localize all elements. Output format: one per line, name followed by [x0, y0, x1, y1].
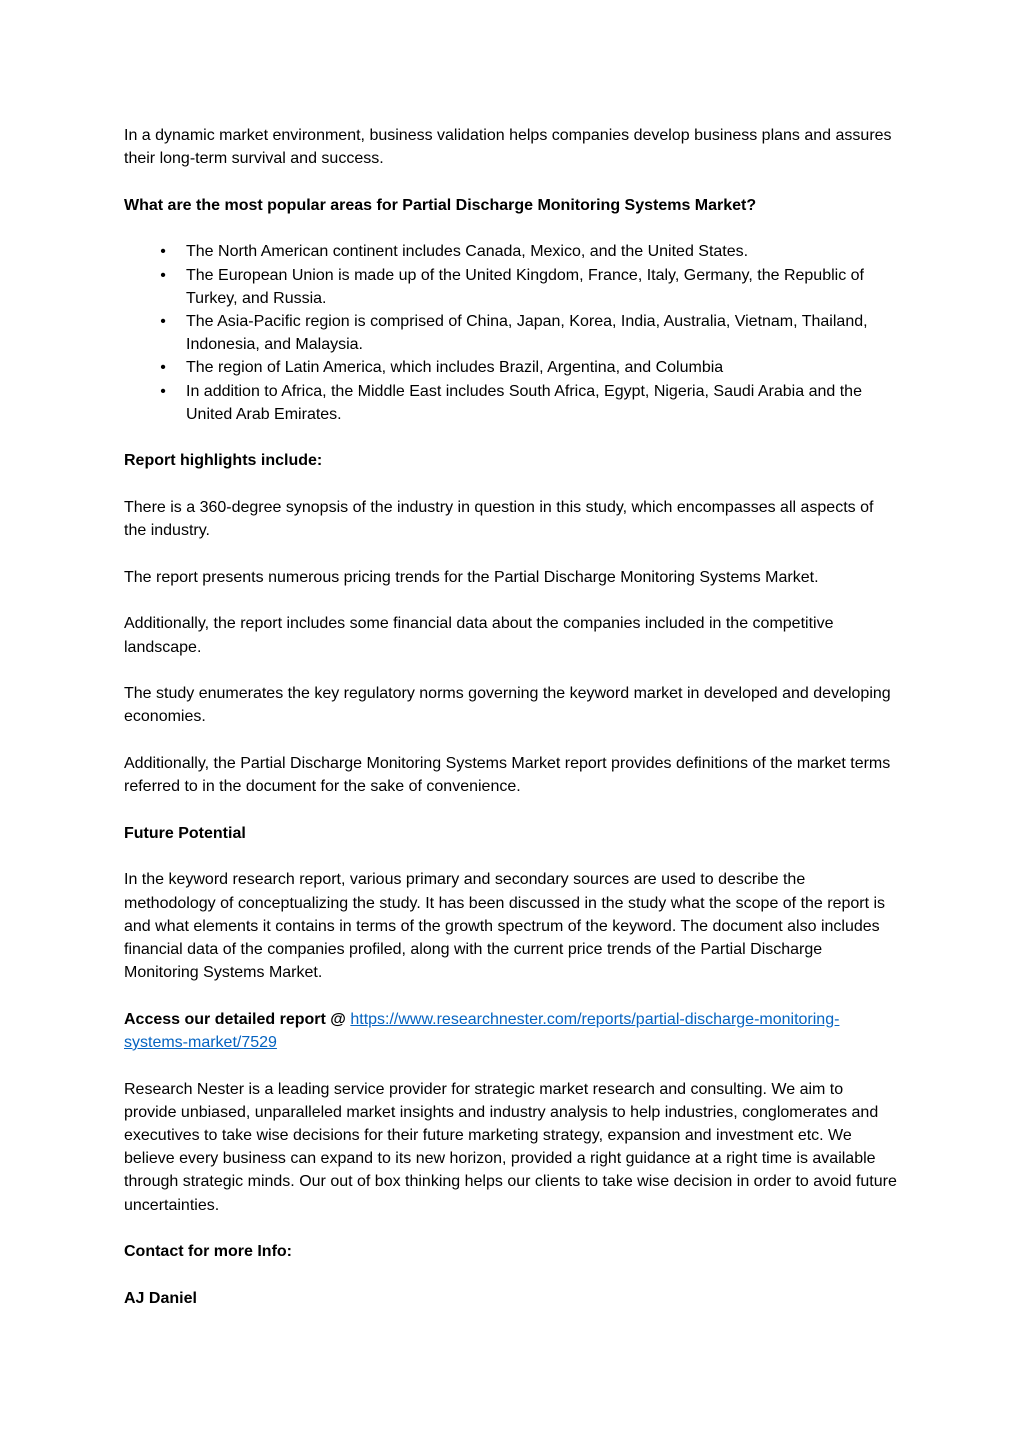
about-paragraph: Research Nester is a leading service provider for strategic market research and consulting. We aim to provide unbiased, unparalleled market insights and industry analysis to help industries, conglomerates and executives to take wise decisions for their future marketing strategy, expansion and investment etc. We believe every business can expand to its new horizon, provided a right guidance at a right time is available through strategic minds. Our out of box thinking helps our clients to take wise decision in order to avoid future uncertainties.	[124, 1080, 897, 1214]
future-potential-heading: Future Potential	[124, 824, 246, 842]
bullet-icon: •	[160, 382, 166, 400]
list-item	[124, 380, 900, 426]
list-item-text: In addition to Africa, the Middle East includes South Africa, Egypt, Nigeria, Saudi Arabia and the United Arab Emirates.	[186, 382, 862, 423]
highlight-paragraph: The report presents numerous pricing trends for the Partial Discharge Monitoring Systems Market.	[124, 568, 819, 586]
list-item-text: The European Union is made up of the United Kingdom, France, Italy, Germany, the Republic of Turkey, and Russia.	[186, 266, 864, 307]
highlight-paragraph: Additionally, the Partial Discharge Monitoring Systems Market report provides definitions of the market terms referred to in the document for the sake of convenience.	[124, 754, 891, 796]
access-report-label: Access our detailed report @	[124, 1010, 346, 1028]
list-item-text: The Asia-Pacific region is comprised of China, Japan, Korea, India, Australia, Vietnam, Thailand, Indonesia, and Malaysia.	[186, 313, 868, 354]
bullet-icon: •	[160, 313, 166, 330]
highlight-paragraph: Additionally, the report includes some financial data about the companies included in the competitive landscape.	[124, 615, 834, 656]
bullet-icon: •	[160, 359, 166, 377]
highlight-paragraph: There is a 360-degree synopsis of the industry in question in this study, which encompasses all aspects of the industry.	[124, 499, 874, 540]
bullet-icon: •	[160, 266, 166, 284]
list-item	[124, 264, 900, 310]
intro-paragraph: In a dynamic market environment, business validation helps companies develop business plans and assures their long-term survival and success.	[124, 127, 892, 168]
list-item-text: The North American continent includes Canada, Mexico, and the United States.	[186, 243, 749, 261]
contact-heading: Contact for more Info:	[124, 1243, 292, 1261]
report-link[interactable]: https://www.researchnester.com/reports/partial-discharge-monitoring-systems-market/7529	[124, 1010, 840, 1051]
list-item-text: The region of Latin America, which includes Brazil, Argentina, and Columbia	[186, 359, 724, 377]
list-item	[124, 356, 900, 379]
contact-name: AJ Daniel	[124, 1289, 197, 1307]
bullet-icon: •	[160, 243, 166, 261]
highlight-paragraph: The study enumerates the key regulatory norms governing the keyword market in developed and developing economies.	[124, 685, 891, 726]
future-potential-paragraph: In the keyword research report, various primary and secondary sources are used to describe the methodology of conceptualizing the study. It has been discussed in the study what the scope of the report is and what elements it contains in terms of the growth spectrum of the keyword. The document also includes financial data of the companies profiled, along with the current price trends of the Partial Discharge Monitoring Systems Market.	[124, 871, 886, 982]
access-report-line	[124, 1008, 900, 1054]
regions-list	[124, 240, 900, 426]
highlights-heading: Report highlights include:	[124, 452, 323, 470]
list-item	[124, 240, 900, 263]
regions-heading: What are the most popular areas for Partial Discharge Monitoring Systems Market?	[124, 196, 757, 214]
document-body	[124, 124, 900, 1333]
list-item	[124, 310, 900, 356]
